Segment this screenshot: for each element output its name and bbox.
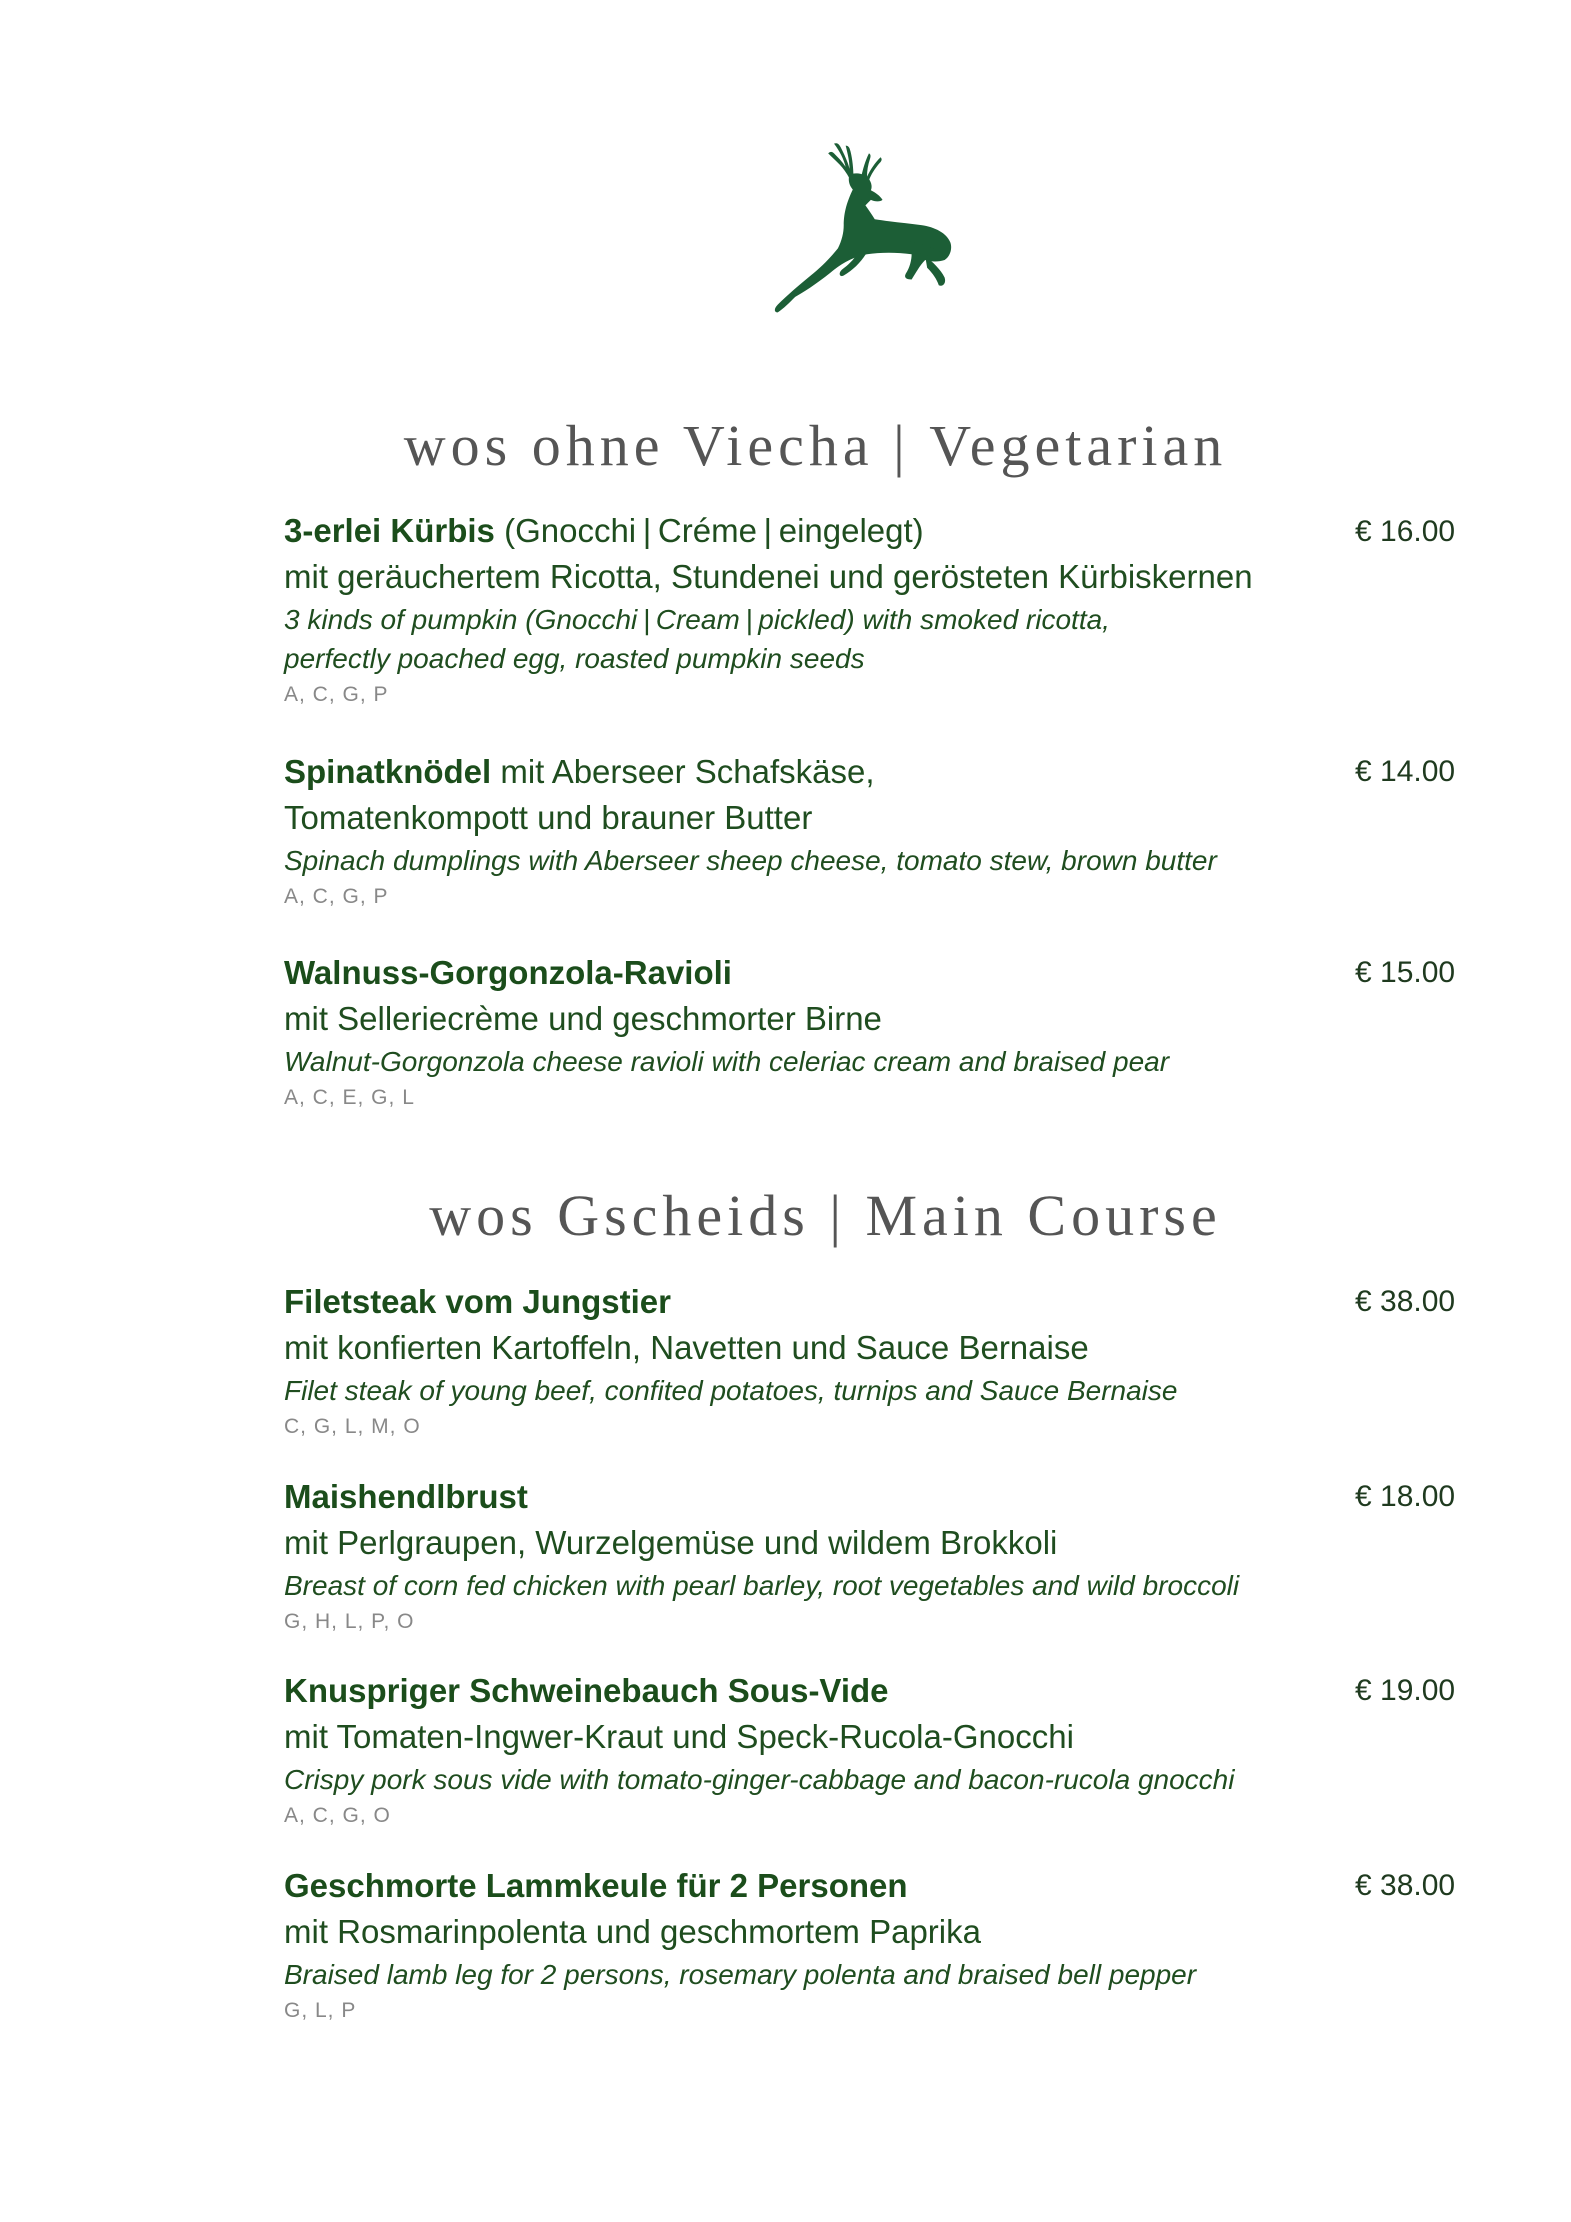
- menu-item: [284, 1863, 1454, 2028]
- item-description-de: mit konfierten Kartoffeln, Navetten und Sauce Bernaise: [284, 1329, 1089, 1366]
- item-name-detail: mit Aberseer Schafskäse,: [491, 753, 875, 790]
- item-description-en: perfectly poached egg, roasted pumpkin seeds: [284, 643, 865, 674]
- item-description-en: Braised lamb leg for 2 persons, rosemary polenta and braised bell pepper: [284, 1959, 1197, 1990]
- item-allergens: A, C, G, P: [284, 885, 389, 908]
- item-description-de: mit Rosmarinpolenta und geschmortem Paprika: [284, 1913, 981, 1950]
- item-description-en: Spinach dumplings with Aberseer sheep cheese, tomato stew, brown butter: [284, 845, 1217, 876]
- item-name: Geschmorte Lammkeule für 2 Personen: [284, 1867, 908, 1904]
- item-name-line: [284, 749, 1454, 795]
- item-name-line: [284, 1474, 1454, 1520]
- item-name-line: [284, 950, 1454, 996]
- item-name: Spinatknödel: [284, 753, 492, 790]
- item-price: € 18.00: [1355, 1480, 1456, 1513]
- item-allergens: G, L, P: [284, 1999, 357, 2022]
- item-allergens: A, C, G, O: [284, 1804, 391, 1827]
- item-description-en: Filet steak of young beef, confited potatoes, turnips and Sauce Bernaise: [284, 1375, 1178, 1406]
- item-price: € 19.00: [1355, 1674, 1456, 1707]
- item-price: € 14.00: [1355, 755, 1456, 788]
- menu-item: [284, 1279, 1454, 1444]
- item-description-en: Walnut-Gorgonzola cheese ravioli with celeriac cream and braised pear: [284, 1046, 1170, 1077]
- menu-item: [284, 950, 1454, 1115]
- section-title-en: Main Course: [865, 1183, 1222, 1248]
- item-description-de: mit geräuchertem Ricotta, Stundenei und gerösteten Kürbiskernen: [284, 558, 1253, 595]
- menu-item: [284, 1474, 1454, 1639]
- item-name: Maishendlbrust: [284, 1478, 528, 1515]
- item-allergens: G, H, L, P, O: [284, 1610, 415, 1633]
- menu-item: [284, 749, 1454, 914]
- item-name-detail: (Gnocchi | Créme | eingelegt): [494, 512, 924, 549]
- section-title-en: Vegetarian: [929, 413, 1228, 478]
- section-title-de: wos ohne Viecha: [403, 413, 874, 478]
- item-description-de: mit Perlgraupen, Wurzelgemüse und wildem Brokkoli: [284, 1524, 1058, 1561]
- item-description-en: Breast of corn fed chicken with pearl barley, root vegetables and wild broccoli: [284, 1570, 1240, 1601]
- title-separator: |: [893, 413, 910, 478]
- item-description-en: Crispy pork sous vide with tomato-ginger-cabbage and bacon-rucola gnocchi: [284, 1764, 1235, 1795]
- section-title-main-course: [0, 1182, 1571, 1249]
- title-separator: |: [829, 1183, 846, 1248]
- item-name-line: [284, 1863, 1454, 1909]
- item-allergens: A, C, E, G, L: [284, 1086, 415, 1109]
- item-price: € 16.00: [1355, 515, 1456, 548]
- item-description-de: mit Tomaten-Ingwer-Kraut und Speck-Rucola-Gnocchi: [284, 1718, 1074, 1755]
- item-name: Knuspriger Schweinebauch Sous-Vide: [284, 1672, 889, 1709]
- section-title-vegetarian: [0, 412, 1571, 479]
- item-price: € 38.00: [1355, 1869, 1456, 1902]
- item-name-line: [284, 1279, 1454, 1325]
- item-description-de: mit Selleriecrème und geschmorter Birne: [284, 1000, 882, 1037]
- menu-item: [284, 508, 1454, 712]
- item-price: € 38.00: [1355, 1285, 1456, 1318]
- item-price: € 15.00: [1355, 956, 1456, 989]
- item-allergens: C, G, L, M, O: [284, 1415, 421, 1438]
- menu-item: [284, 1668, 1454, 1833]
- item-name-line: [284, 508, 1454, 554]
- item-name-line: [284, 1668, 1454, 1714]
- item-name: Walnuss-Gorgonzola-Ravioli: [284, 954, 732, 991]
- item-description-en: 3 kinds of pumpkin (Gnocchi | Cream | pickled) with smoked ricotta,: [284, 604, 1110, 635]
- item-name: 3-erlei Kürbis: [284, 512, 495, 549]
- leaping-stag-icon: [758, 132, 976, 326]
- item-allergens: A, C, G, P: [284, 683, 389, 706]
- section-title-de: wos Gscheids: [429, 1183, 810, 1248]
- item-name: Filetsteak vom Jungstier: [284, 1283, 671, 1320]
- item-description-de: Tomatenkompott und brauner Butter: [284, 799, 813, 836]
